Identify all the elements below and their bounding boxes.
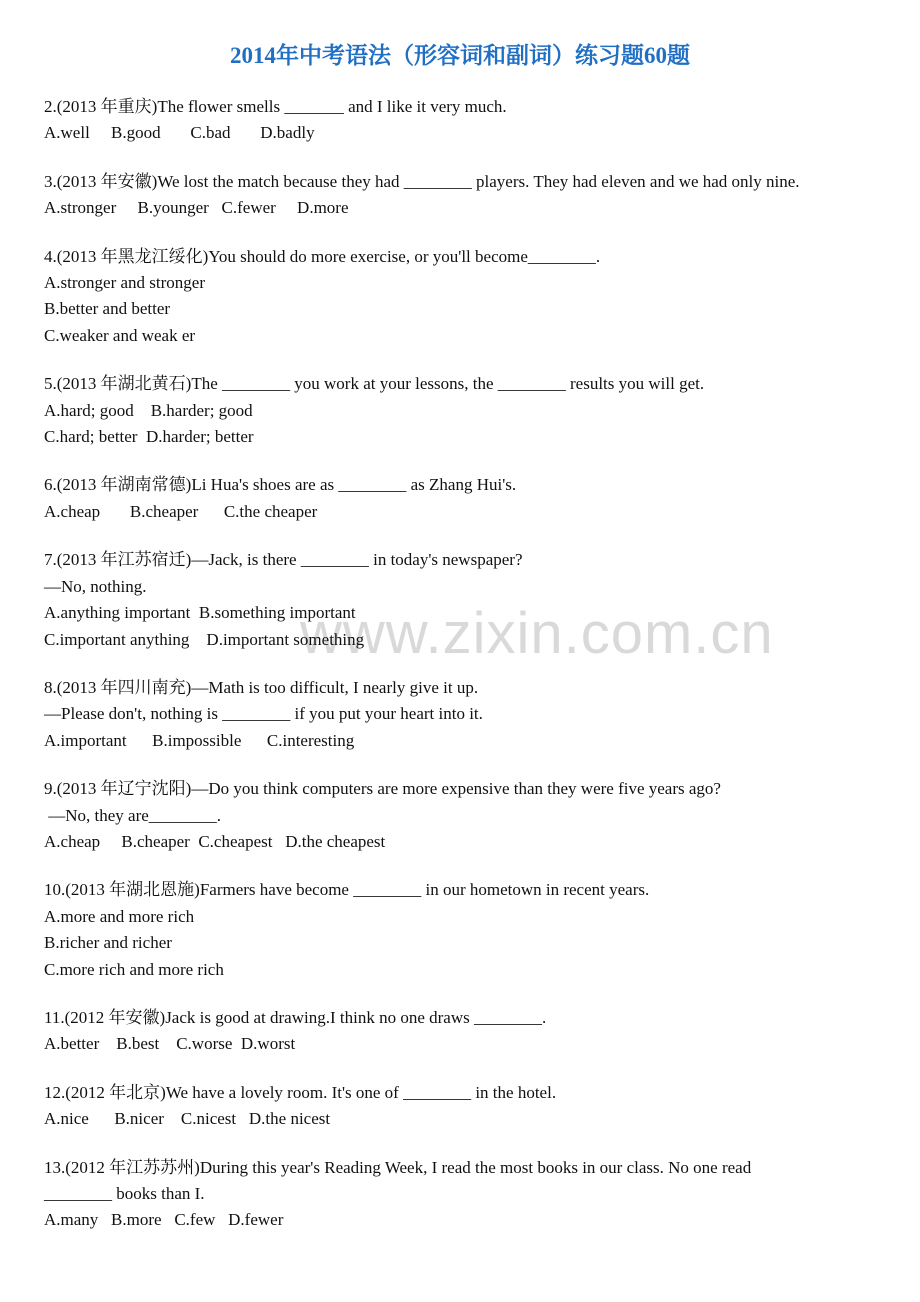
watermark-text: www.zixin.com.cn [300,601,774,666]
question-line: A.anything important B.something important [44,603,356,623]
question-stem: 3.(2013 年安徽)We lost the match because they had ________ players. They had eleven and we had only nine. [44,171,800,191]
question-line: C.weaker and weak er [44,325,196,345]
question-stem: 13.(2012 年江苏苏州)During this year's Reading Week, I read the most books in our class. No one read [44,1157,752,1177]
document-title: 2014年中考语法（形容词和副词）练习题60题 [230,43,690,68]
question-block [44,877,890,983]
question-stem: 9.(2013 年辽宁沈阳)—Do you think computers are more expensive than they were five years ago? [44,779,721,799]
question-stem: 5.(2013 年湖北黄石)The ________ you work at your lessons, the ________ results you will get. [44,374,705,394]
question-stem: 6.(2013 年湖南常德)Li Hua's shoes are as ________ as Zhang Hui's. [44,475,517,495]
question-block [44,776,890,855]
question-block [44,1080,890,1133]
question-line: —Please don't, nothing is ________ if you put your heart into it. [44,704,483,724]
question-block [44,547,890,653]
question-stem: 11.(2012 年安徽)Jack is good at drawing.I think no one draws ________. [44,1007,547,1027]
question-block [44,169,890,222]
question-line: A.nice B.nicer C.nicest D.the nicest [44,1109,331,1129]
question-block [44,675,890,754]
question-block [44,1005,890,1058]
question-line: —No, they are________. [44,805,222,825]
question-line: A.hard; good B.harder; good [44,400,253,420]
question-line: A.cheap B.cheaper C.the cheaper [44,501,318,521]
question-line: —No, nothing. [44,576,147,596]
question-stem: 7.(2013 年江苏宿迁)—Jack, is there ________ in today's newspaper? [44,550,523,570]
question-line: C.important anything D.important something [44,629,365,649]
question-line: A.important B.impossible C.interesting [44,730,355,750]
question-line: A.well B.good C.bad D.badly [44,123,315,143]
question-block [44,244,890,350]
question-line: A.cheap B.cheaper C.cheapest D.the cheapest [44,831,386,851]
question-stem: 12.(2012 年北京)We have a lovely room. It's one of ________ in the hotel. [44,1082,557,1102]
question-line: A.many B.more C.few D.fewer [44,1210,284,1230]
question-block [44,1155,890,1234]
question-block [44,371,890,450]
question-line: A.more and more rich [44,906,195,926]
question-stem: 8.(2013 年四川南充)—Math is too difficult, I nearly give it up. [44,677,479,697]
question-stem: 10.(2013 年湖北恩施)Farmers have become ________ in our hometown in recent years. [44,880,650,900]
question-list [44,94,890,1256]
question-block [44,94,890,147]
question-line: A.stronger B.younger C.fewer D.more [44,198,349,218]
question-line: B.better and better [44,299,171,319]
question-line: C.hard; better D.harder; better [44,427,254,447]
question-line: ________ books than I. [44,1184,205,1203]
question-block [44,472,890,525]
question-line: B.richer and richer [44,933,172,953]
question-line: A.stronger and stronger [44,273,205,293]
question-line: A.better B.best C.worse D.worst [44,1034,296,1054]
question-line: C.more rich and more rich [44,959,224,979]
question-stem: 4.(2013 年黑龙江绥化)You should do more exercise, or you'll become________. [44,246,601,266]
question-stem: 2.(2013 年重庆)The flower smells _______ and I like it very much. [44,97,507,116]
